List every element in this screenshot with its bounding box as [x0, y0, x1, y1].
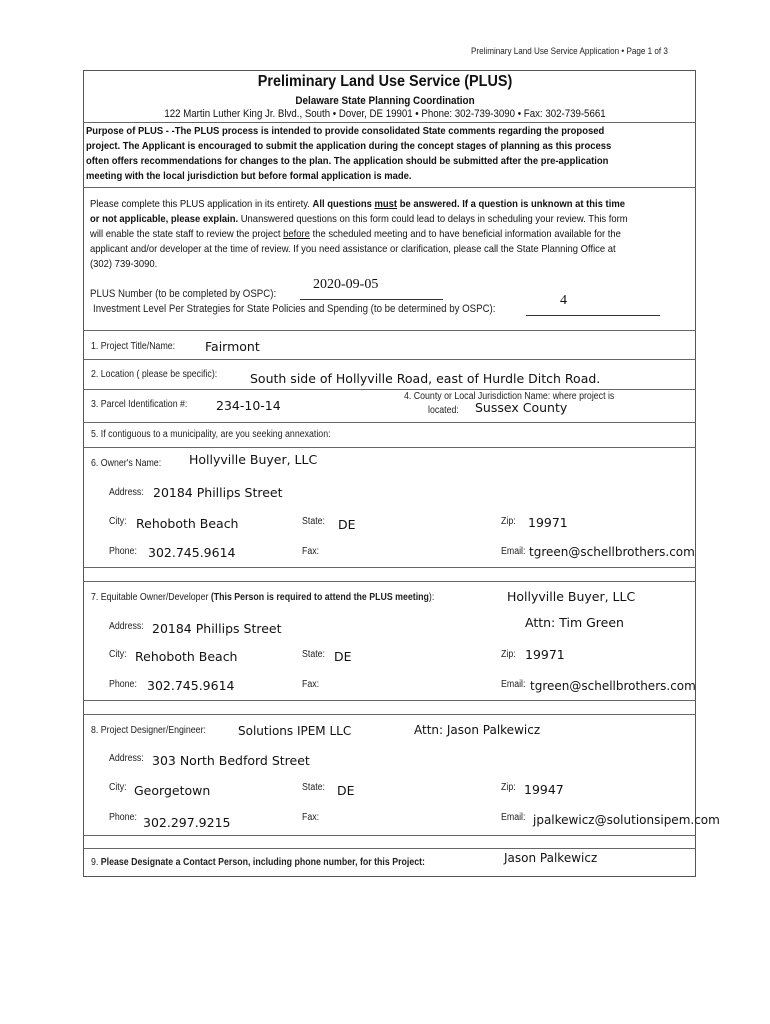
q5-label: 5. If contiguous to a municipality, are you seeking annexation: [91, 429, 331, 440]
developer-address-label: Address: [109, 621, 144, 632]
developer-attn-field[interactable]: Attn: Tim Green [525, 615, 624, 630]
engineer-state-field[interactable]: DE [337, 783, 355, 798]
q8-label: 8. Project Designer/Engineer: [91, 725, 206, 736]
divider [83, 359, 696, 360]
form-subtitle: Delaware State Planning Coordination [295, 95, 475, 107]
instructions-line-3: will enable the state staff to review the project before the scheduled meeting and to have beneficial information available for the [90, 228, 621, 240]
q1-label: 1. Project Title/Name: [91, 341, 176, 352]
owner-name-field[interactable]: Hollyville Buyer, LLC [189, 452, 318, 467]
page-header: Preliminary Land Use Service Application • Page 1 of 3 [471, 46, 668, 56]
instructions-line-4: applicant and/or developer at the time of review. If you need assistance or clarification, please call the State Planning Office at [90, 243, 616, 255]
engineer-attn-field[interactable]: Attn: Jason Palkewicz [414, 723, 541, 737]
q9-label: 9. Please Designate a Contact Person, including phone number, for this Project: [91, 857, 425, 868]
divider [83, 835, 696, 836]
contact-person-field[interactable]: Jason Palkewicz [504, 851, 598, 865]
q3-label: 3. Parcel Identification #: [91, 399, 188, 410]
owner-address-label: Address: [109, 487, 144, 498]
owner-address-field[interactable]: 20184 Phillips Street [153, 485, 283, 500]
engineer-city-label: City: [109, 782, 127, 793]
engineer-state-label: State: [302, 782, 326, 793]
developer-phone-field[interactable]: 302.745.9614 [147, 678, 235, 693]
divider [83, 714, 696, 715]
developer-fax-label: Fax: [302, 679, 320, 690]
divider [83, 122, 696, 123]
engineer-name-field[interactable]: Solutions IPEM LLC [238, 724, 352, 738]
owner-email-label: Email: [501, 546, 526, 557]
instructions-line-5: (302) 739-3090. [90, 258, 158, 270]
owner-city-label: City: [109, 516, 127, 527]
divider [83, 447, 696, 448]
plus-number-value[interactable]: 2020-09-05 [313, 277, 379, 292]
county-field[interactable]: Sussex County [475, 400, 568, 415]
owner-phone-field[interactable]: 302.745.9614 [148, 545, 236, 560]
divider [83, 700, 696, 701]
engineer-phone-field[interactable]: 302.297.9215 [143, 815, 231, 830]
investment-level-value[interactable]: 4 [560, 293, 567, 308]
divider [83, 581, 696, 582]
location-field[interactable]: South side of Hollyville Road, east of Hurdle Ditch Road. [250, 371, 601, 386]
purpose-line-3: often offers recommendations for changes to the plan. The application should be submitted after the pre-application [86, 155, 609, 167]
parcel-id-field[interactable]: 234-10-14 [216, 398, 281, 413]
purpose-line-4: meeting with the local jurisdiction but before formal application is made. [86, 170, 412, 182]
owner-email-field[interactable]: tgreen@schellbrothers.com [529, 545, 695, 559]
q4-label: 4. County or Local Jurisdiction Name: where project is [404, 391, 615, 402]
engineer-city-field[interactable]: Georgetown [134, 783, 211, 798]
developer-email-label: Email: [501, 679, 526, 690]
plus-number-label: PLUS Number (to be completed by OSPC): [90, 288, 277, 300]
developer-state-field[interactable]: DE [334, 649, 352, 664]
developer-address-field[interactable]: 20184 Phillips Street [152, 621, 282, 636]
divider [83, 330, 696, 331]
engineer-zip-field[interactable]: 19947 [524, 782, 564, 797]
form-title: Preliminary Land Use Service (PLUS) [257, 73, 513, 90]
q7-label: 7. Equitable Owner/Developer (This Person is required to attend the PLUS meeting): [91, 592, 435, 603]
owner-zip-label: Zip: [501, 516, 516, 527]
q2-label: 2. Location ( please be specific): [91, 369, 218, 380]
developer-zip-field[interactable]: 19971 [525, 647, 565, 662]
developer-city-label: City: [109, 649, 127, 660]
divider [83, 422, 696, 423]
developer-phone-label: Phone: [109, 679, 137, 690]
owner-state-label: State: [302, 516, 326, 527]
office-address: 122 Martin Luther King Jr. Blvd., South • Dover, DE 19901 • Phone: 302-739-3090 • Fax: 302-739-5661 [164, 108, 606, 120]
divider [83, 567, 696, 568]
q4-label-located: located: [428, 405, 459, 416]
q6-label: 6. Owner's Name: [91, 458, 162, 469]
engineer-zip-label: Zip: [501, 782, 516, 793]
purpose-line-1: Purpose of PLUS - -The PLUS process is intended to provide consolidated State comments regarding the proposed [86, 125, 605, 137]
engineer-fax-label: Fax: [302, 812, 320, 823]
owner-phone-label: Phone: [109, 546, 137, 557]
instructions-line-2: or not applicable, please explain. Unanswered questions on this form could lead to delays in scheduling your review. This form [90, 213, 628, 225]
plus-number-line [300, 299, 443, 300]
investment-level-label: Investment Level Per Strategies for State Policies and Spending (to be determined by OSPC): [93, 303, 496, 315]
developer-zip-label: Zip: [501, 649, 516, 660]
developer-email-field[interactable]: tgreen@schellbrothers.com [530, 679, 696, 693]
divider [83, 187, 696, 188]
instructions-line-1: Please complete this PLUS application in its entirety. All questions must be answered. If a question is unknown at this time [90, 198, 625, 210]
engineer-address-label: Address: [109, 753, 144, 764]
purpose-line-2: project. The Applicant is encouraged to submit the application during the concept stages of planning as this process [86, 140, 612, 152]
owner-fax-label: Fax: [302, 546, 320, 557]
developer-state-label: State: [302, 649, 326, 660]
engineer-phone-label: Phone: [109, 812, 137, 823]
project-title-field[interactable]: Fairmont [205, 339, 260, 354]
developer-name-field[interactable]: Hollyville Buyer, LLC [507, 589, 636, 604]
owner-state-field[interactable]: DE [338, 517, 356, 532]
engineer-email-field[interactable]: jpalkewicz@solutionsipem.com [533, 813, 720, 827]
divider [83, 848, 696, 849]
owner-zip-field[interactable]: 19971 [528, 515, 568, 530]
investment-level-line [526, 315, 660, 316]
owner-city-field[interactable]: Rehoboth Beach [136, 516, 239, 531]
engineer-email-label: Email: [501, 812, 526, 823]
engineer-address-field[interactable]: 303 North Bedford Street [152, 753, 310, 768]
divider [83, 389, 696, 390]
developer-city-field[interactable]: Rehoboth Beach [135, 649, 238, 664]
